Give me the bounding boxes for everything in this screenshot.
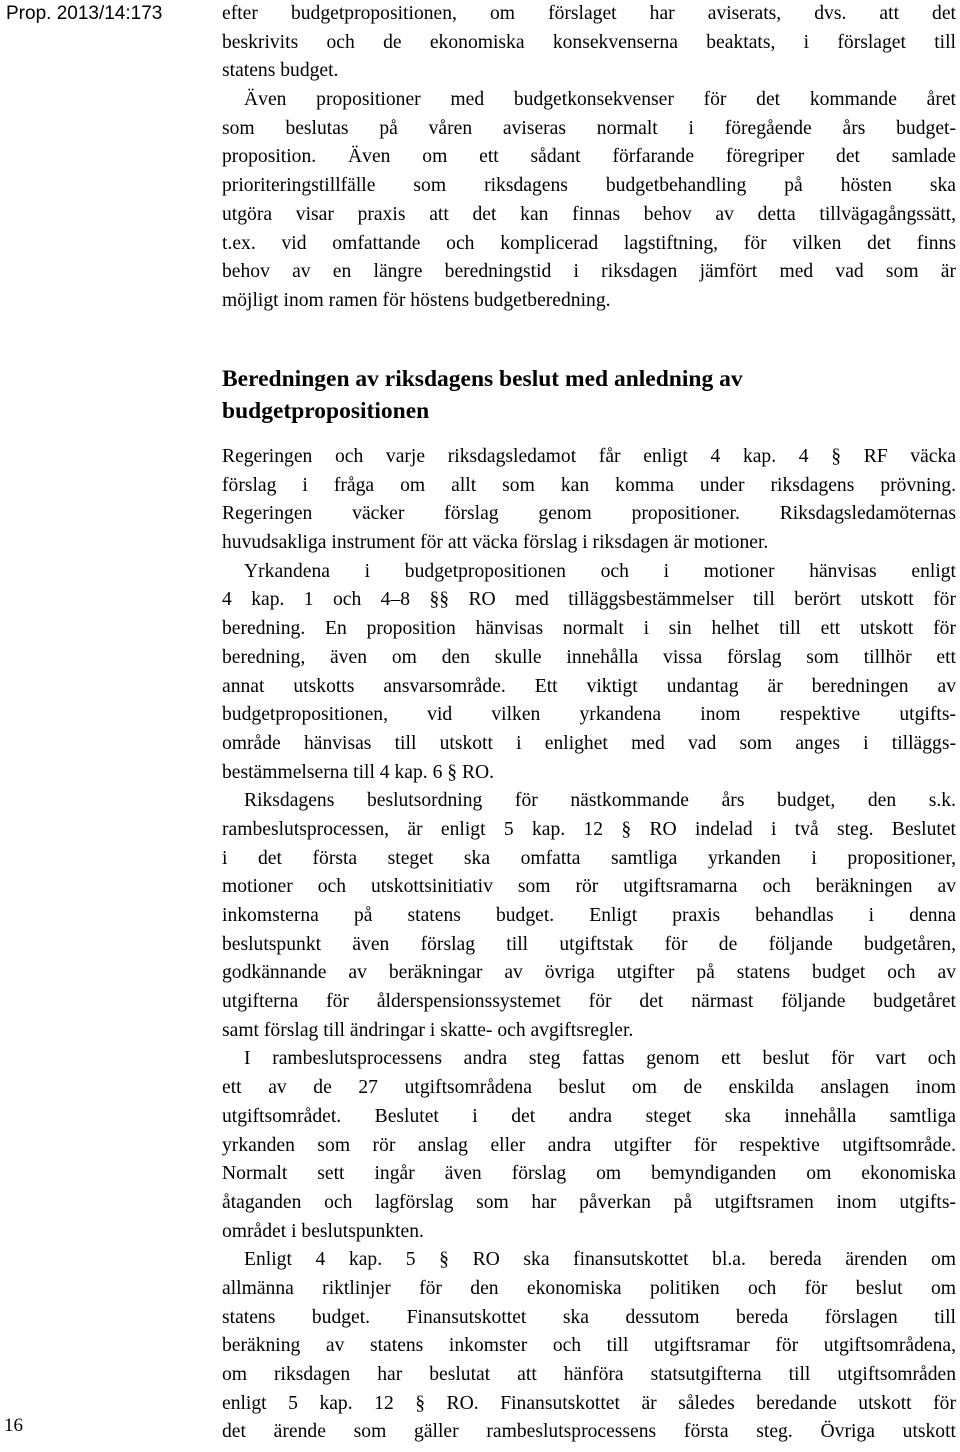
text-line: samt förslag till ändringar i skatte- och avgiftsregler.	[222, 1019, 634, 1041]
text-line: budgetpropositionen, vid vilken yrkandena inom respektive utgifts-	[222, 704, 956, 726]
document-reference: Prop. 2013/14:173	[6, 3, 163, 24]
text-line: område hänvisas till utskott i enlighet med vad som anges i tilläggs-	[222, 732, 956, 754]
paragraph	[222, 1045, 956, 1246]
text-line: utgiftsområdet. Beslutet i det andra steget ska innehålla samtliga	[222, 1105, 956, 1127]
section	[222, 364, 956, 1447]
text-line: statens budget.	[222, 60, 339, 82]
text-line: yrkanden som rör anslag eller andra utgifter för respektive utgiftsområde.	[222, 1134, 956, 1156]
text-line: ett av de 27 utgiftsområdena beslut om de enskilda anslagen inom	[222, 1077, 956, 1099]
text-line: 4 kap. 1 och 4–8 §§ RO med tilläggsbestämmelser till berört utskott för	[222, 589, 956, 611]
paragraph	[222, 558, 956, 788]
text-line: möjligt inom ramen för höstens budgetberedning.	[222, 289, 611, 311]
text-line: behov av en längre beredningstid i riksdagen jämfört med vad som är	[222, 261, 956, 283]
text-line: Riksdagens beslutsordning för nästkommande års budget, den s.k.	[244, 790, 956, 812]
paragraph	[222, 787, 956, 1045]
heading-line: budgetpropositionen	[222, 397, 430, 424]
text-line: godkännande av beräkningar av övriga utgifter på statens budget och av	[222, 962, 956, 984]
text-line: inkomsterna på statens budget. Enligt praxis behandlas i denna	[222, 905, 956, 926]
heading-line: Beredningen av riksdagens beslut med anledning av	[222, 366, 743, 392]
text-line: bestämmelserna till 4 kap. 6 § RO.	[222, 761, 495, 783]
paragraph	[222, 1246, 956, 1447]
text-line: utgifterna för ålderspensionssystemet för det närmast följande budgetåret	[222, 991, 956, 1013]
text-line: Även propositioner med budgetkonsekvenser för det kommande året	[244, 89, 956, 111]
text-line: Regeringen väcker förslag genom propositioner. Riksdagsledamöternas	[222, 503, 956, 525]
text-line: I rambeslutsprocessens andra steg fattas genom ett beslut för vart och	[244, 1048, 956, 1070]
text-line: åtaganden och lagförslag som har påverkan på utgiftsramen inom utgifts-	[222, 1191, 956, 1213]
text-line: beredning, även om den skulle innehålla vissa förslag som tillhör ett	[222, 646, 956, 668]
paragraph	[222, 443, 956, 558]
text-line: rambeslutsprocessen, är enligt 5 kap. 12 § RO indelad i två steg. Beslutet	[222, 818, 956, 840]
top-text-block	[222, 0, 956, 316]
text-line: det ärende som gäller rambeslutsprocessens första steg. Övriga utskott	[222, 1421, 956, 1443]
text-line: utgöra visar praxis att det kan finnas behov av detta tillvägagångssätt,	[222, 203, 956, 225]
text-line: t.ex. vid omfattande och komplicerad lagstiftning, för vilken det finns	[222, 232, 956, 254]
page-number: 16	[4, 1415, 23, 1436]
text-line: Regeringen och varje riksdagsledamot får enligt 4 kap. 4 § RF väcka	[222, 446, 956, 467]
text-line: som beslutas på våren aviseras normalt i föregående års budget-	[222, 117, 956, 139]
text-line: området i beslutspunkten.	[222, 1220, 424, 1242]
text-line: Enligt 4 kap. 5 § RO ska finansutskottet bl.a. bereda ärenden om	[244, 1249, 956, 1271]
text-line: enligt 5 kap. 12 § RO. Finansutskottet är således beredande utskott för	[222, 1392, 956, 1414]
text-line: om riksdagen har beslutat att hänföra statsutgifterna till utgiftsområden	[222, 1364, 956, 1385]
text-line: allmänna riktlinjer för den ekonomiska politiken och för beslut om	[222, 1277, 956, 1299]
text-line: förslag i fråga om allt som kan komma under riksdagens prövning.	[222, 474, 956, 496]
paragraph	[222, 0, 956, 86]
section-heading	[222, 364, 956, 427]
paragraph	[222, 86, 956, 316]
text-line: beskrivits och de ekonomiska konsekvenserna beaktats, i förslaget till	[222, 31, 956, 53]
text-line: motioner och utskottsinitiativ som rör utgiftsramarna och beräkningen av	[222, 876, 956, 898]
text-line: annat utskotts ansvarsområde. Ett viktigt undantag är beredningen av	[222, 675, 956, 697]
text-line: beräkning av statens inkomster och till utgiftsramar för utgiftsområdena,	[222, 1335, 956, 1357]
text-line: statens budget. Finansutskottet ska dessutom bereda förslagen till	[222, 1306, 956, 1328]
text-line: prioriteringstillfälle som riksdagens budgetbehandling på hösten ska	[222, 175, 956, 197]
text-line: proposition. Även om ett sådant förfarande föregriper det samlade	[222, 146, 956, 168]
text-line: beslutspunkt även förslag till utgiftstak för de följande budgetåren,	[222, 933, 956, 955]
text-line: i det första steget ska omfatta samtliga yrkanden i propositioner,	[222, 847, 956, 869]
text-line: Normalt sett ingår även förslag om bemyndiganden om ekonomiska	[222, 1163, 956, 1185]
text-line: Yrkandena i budgetpropositionen och i motioner hänvisas enligt	[244, 560, 956, 582]
text-line: huvudsakliga instrument för att väcka förslag i riksdagen är motioner.	[222, 532, 769, 554]
text-line: beredning. En proposition hänvisas normalt i sin helhet till ett utskott för	[222, 618, 956, 640]
text-line: efter budgetpropositionen, om förslaget har aviserats, dvs. att det	[222, 3, 956, 24]
